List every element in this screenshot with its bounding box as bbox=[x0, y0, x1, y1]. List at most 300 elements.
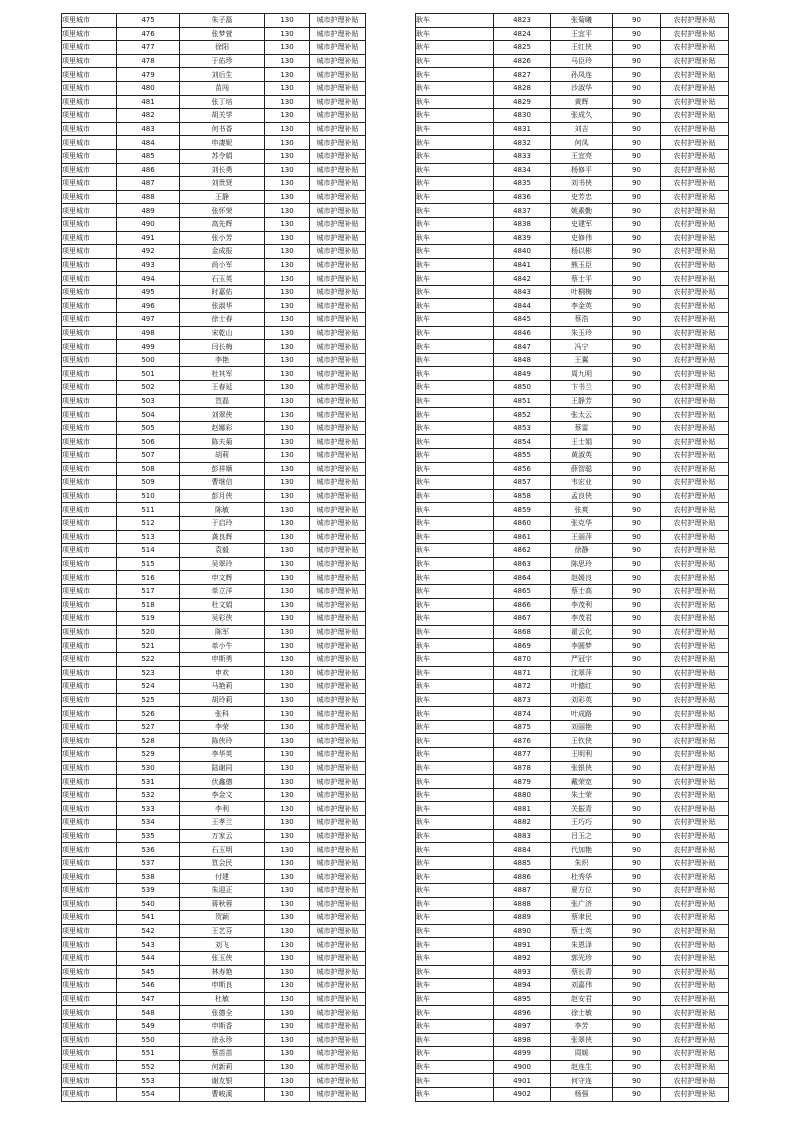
name-cell: 王明利 bbox=[551, 748, 613, 762]
serial-number-cell: 4854 bbox=[494, 435, 551, 449]
subsidy-type-cell: 农村护理补贴 bbox=[661, 313, 729, 327]
district-cell: 项里城市 bbox=[62, 95, 117, 109]
subsidy-type-cell: 农村护理补贴 bbox=[661, 381, 729, 395]
subsidy-type-cell: 城市护理补贴 bbox=[310, 394, 366, 408]
serial-number-cell: 524 bbox=[117, 680, 180, 694]
table-row bbox=[62, 843, 366, 857]
serial-number-cell: 4837 bbox=[494, 204, 551, 218]
table-row bbox=[416, 598, 729, 612]
table-row bbox=[62, 421, 366, 435]
subsidy-type-cell: 城市护理补贴 bbox=[310, 965, 366, 979]
district-cell: 项里城市 bbox=[62, 245, 117, 259]
district-cell: 项里城市 bbox=[62, 1019, 117, 1033]
table-row bbox=[62, 367, 366, 381]
left-table-body bbox=[62, 14, 366, 1102]
amount-cell: 90 bbox=[613, 503, 661, 517]
name-cell: 陈敏 bbox=[180, 503, 265, 517]
table-row bbox=[416, 924, 729, 938]
amount-cell: 130 bbox=[265, 571, 310, 585]
table-row bbox=[416, 856, 729, 870]
name-cell: 刘嘉伟 bbox=[551, 979, 613, 993]
serial-number-cell: 477 bbox=[117, 41, 180, 55]
serial-number-cell: 515 bbox=[117, 557, 180, 571]
name-cell: 笪会民 bbox=[180, 856, 265, 870]
serial-number-cell: 528 bbox=[117, 734, 180, 748]
subsidy-type-cell: 城市护理补贴 bbox=[310, 870, 366, 884]
table-row bbox=[62, 870, 366, 884]
district-cell: 耿车 bbox=[416, 652, 494, 666]
table-row bbox=[416, 816, 729, 830]
name-cell: 谢友银 bbox=[180, 1074, 265, 1088]
serial-number-cell: 4848 bbox=[494, 353, 551, 367]
district-cell: 耿车 bbox=[416, 788, 494, 802]
subsidy-type-cell: 城市护理补贴 bbox=[310, 163, 366, 177]
subsidy-type-cell: 城市护理补贴 bbox=[310, 571, 366, 585]
subsidy-type-cell: 农村护理补贴 bbox=[661, 421, 729, 435]
serial-number-cell: 4863 bbox=[494, 557, 551, 571]
serial-number-cell: 4881 bbox=[494, 802, 551, 816]
amount-cell: 90 bbox=[613, 951, 661, 965]
subsidy-type-cell: 城市护理补贴 bbox=[310, 14, 366, 28]
serial-number-cell: 527 bbox=[117, 720, 180, 734]
name-cell: 郭光珍 bbox=[551, 951, 613, 965]
serial-number-cell: 4867 bbox=[494, 612, 551, 626]
amount-cell: 90 bbox=[613, 68, 661, 82]
district-cell: 项里城市 bbox=[62, 258, 117, 272]
table-row bbox=[416, 1019, 729, 1033]
amount-cell: 90 bbox=[613, 816, 661, 830]
subsidy-type-cell: 农村护理补贴 bbox=[661, 489, 729, 503]
amount-cell: 90 bbox=[613, 245, 661, 259]
serial-number-cell: 478 bbox=[117, 54, 180, 68]
name-cell: 付建 bbox=[180, 870, 265, 884]
district-cell: 耿车 bbox=[416, 367, 494, 381]
subsidy-type-cell: 农村护理补贴 bbox=[661, 1019, 729, 1033]
amount-cell: 90 bbox=[613, 788, 661, 802]
district-cell: 项里城市 bbox=[62, 652, 117, 666]
serial-number-cell: 491 bbox=[117, 231, 180, 245]
subsidy-type-cell: 城市护理补贴 bbox=[310, 367, 366, 381]
subsidy-type-cell: 城市护理补贴 bbox=[310, 326, 366, 340]
name-cell: 张克华 bbox=[551, 516, 613, 530]
district-cell: 项里城市 bbox=[62, 81, 117, 95]
name-cell: 蔡雷 bbox=[551, 421, 613, 435]
serial-number-cell: 547 bbox=[117, 992, 180, 1006]
district-cell: 耿车 bbox=[416, 761, 494, 775]
name-cell: 李金文 bbox=[180, 788, 265, 802]
table-row bbox=[62, 639, 366, 653]
subsidy-type-cell: 城市护理补贴 bbox=[310, 381, 366, 395]
table-row bbox=[62, 625, 366, 639]
district-cell: 项里城市 bbox=[62, 680, 117, 694]
name-cell: 申斯良 bbox=[180, 979, 265, 993]
subsidy-type-cell: 农村护理补贴 bbox=[661, 911, 729, 925]
serial-number-cell: 4902 bbox=[494, 1087, 551, 1101]
name-cell: 高先辉 bbox=[180, 217, 265, 231]
table-row bbox=[416, 965, 729, 979]
district-cell: 耿车 bbox=[416, 1060, 494, 1074]
district-cell: 项里城市 bbox=[62, 938, 117, 952]
district-cell: 耿车 bbox=[416, 14, 494, 28]
district-cell: 耿车 bbox=[416, 1033, 494, 1047]
amount-cell: 90 bbox=[613, 231, 661, 245]
table-row bbox=[416, 530, 729, 544]
amount-cell: 90 bbox=[613, 81, 661, 95]
district-cell: 项里城市 bbox=[62, 1033, 117, 1047]
table-row bbox=[62, 979, 366, 993]
table-row bbox=[416, 340, 729, 354]
subsidy-type-cell: 城市护理补贴 bbox=[310, 54, 366, 68]
amount-cell: 90 bbox=[613, 14, 661, 28]
district-cell: 耿车 bbox=[416, 245, 494, 259]
district-cell: 项里城市 bbox=[62, 1047, 117, 1061]
table-row bbox=[62, 788, 366, 802]
amount-cell: 130 bbox=[265, 911, 310, 925]
amount-cell: 90 bbox=[613, 367, 661, 381]
table-row bbox=[416, 911, 729, 925]
district-cell: 项里城市 bbox=[62, 870, 117, 884]
district-cell: 耿车 bbox=[416, 965, 494, 979]
subsidy-type-cell: 农村护理补贴 bbox=[661, 625, 729, 639]
table-row bbox=[62, 584, 366, 598]
district-cell: 耿车 bbox=[416, 829, 494, 843]
table-row bbox=[416, 245, 729, 259]
table-row bbox=[416, 149, 729, 163]
subsidy-type-cell: 城市护理补贴 bbox=[310, 598, 366, 612]
district-cell: 项里城市 bbox=[62, 1074, 117, 1088]
subsidy-type-cell: 农村护理补贴 bbox=[661, 462, 729, 476]
district-cell: 耿车 bbox=[416, 951, 494, 965]
subsidy-type-cell: 农村护理补贴 bbox=[661, 639, 729, 653]
subsidy-type-cell: 城市护理补贴 bbox=[310, 720, 366, 734]
serial-number-cell: 4897 bbox=[494, 1019, 551, 1033]
serial-number-cell: 485 bbox=[117, 149, 180, 163]
subsidy-type-cell: 农村护理补贴 bbox=[661, 68, 729, 82]
serial-number-cell: 4878 bbox=[494, 761, 551, 775]
serial-number-cell: 4894 bbox=[494, 979, 551, 993]
amount-cell: 130 bbox=[265, 326, 310, 340]
district-cell: 耿车 bbox=[416, 802, 494, 816]
amount-cell: 130 bbox=[265, 938, 310, 952]
district-cell: 耿车 bbox=[416, 1019, 494, 1033]
table-row bbox=[62, 1087, 366, 1101]
district-cell: 耿车 bbox=[416, 911, 494, 925]
subsidy-type-cell: 城市护理补贴 bbox=[310, 41, 366, 55]
district-cell: 耿车 bbox=[416, 272, 494, 286]
district-cell: 耿车 bbox=[416, 27, 494, 41]
amount-cell: 130 bbox=[265, 299, 310, 313]
district-cell: 项里城市 bbox=[62, 285, 117, 299]
district-cell: 耿车 bbox=[416, 612, 494, 626]
table-row bbox=[62, 761, 366, 775]
table-row bbox=[62, 965, 366, 979]
name-cell: 黄辉 bbox=[551, 95, 613, 109]
table-row bbox=[62, 149, 366, 163]
amount-cell: 130 bbox=[265, 68, 310, 82]
district-cell: 项里城市 bbox=[62, 816, 117, 830]
table-row bbox=[416, 54, 729, 68]
district-cell: 项里城市 bbox=[62, 163, 117, 177]
table-row bbox=[416, 1074, 729, 1088]
serial-number-cell: 4885 bbox=[494, 856, 551, 870]
serial-number-cell: 4859 bbox=[494, 503, 551, 517]
amount-cell: 130 bbox=[265, 1006, 310, 1020]
name-cell: 赵连生 bbox=[551, 1060, 613, 1074]
table-row bbox=[416, 748, 729, 762]
name-cell: 何书香 bbox=[180, 122, 265, 136]
amount-cell: 130 bbox=[265, 394, 310, 408]
amount-cell: 90 bbox=[613, 666, 661, 680]
district-cell: 耿车 bbox=[416, 584, 494, 598]
amount-cell: 130 bbox=[265, 666, 310, 680]
district-cell: 耿车 bbox=[416, 476, 494, 490]
name-cell: 蔡长青 bbox=[551, 965, 613, 979]
name-cell: 刘彩英 bbox=[551, 693, 613, 707]
amount-cell: 130 bbox=[265, 190, 310, 204]
amount-cell: 130 bbox=[265, 720, 310, 734]
table-row bbox=[62, 1019, 366, 1033]
name-cell: 时嘉佑 bbox=[180, 285, 265, 299]
name-cell: 蔡浩 bbox=[551, 313, 613, 327]
district-cell: 项里城市 bbox=[62, 924, 117, 938]
amount-cell: 130 bbox=[265, 136, 310, 150]
table-row bbox=[416, 788, 729, 802]
table-row bbox=[416, 1060, 729, 1074]
serial-number-cell: 4853 bbox=[494, 421, 551, 435]
amount-cell: 90 bbox=[613, 177, 661, 191]
name-cell: 马艳莉 bbox=[180, 680, 265, 694]
subsidy-type-cell: 农村护理补贴 bbox=[661, 748, 729, 762]
district-cell: 项里城市 bbox=[62, 530, 117, 544]
serial-number-cell: 4860 bbox=[494, 516, 551, 530]
district-cell: 耿车 bbox=[416, 54, 494, 68]
name-cell: 曹峻溪 bbox=[180, 1087, 265, 1101]
table-row bbox=[62, 190, 366, 204]
serial-number-cell: 479 bbox=[117, 68, 180, 82]
table-row bbox=[416, 680, 729, 694]
amount-cell: 130 bbox=[265, 1033, 310, 1047]
serial-number-cell: 4850 bbox=[494, 381, 551, 395]
district-cell: 项里城市 bbox=[62, 136, 117, 150]
table-row bbox=[62, 435, 366, 449]
serial-number-cell: 4901 bbox=[494, 1074, 551, 1088]
amount-cell: 130 bbox=[265, 707, 310, 721]
name-cell: 孙凤连 bbox=[551, 68, 613, 82]
name-cell: 伏鑫德 bbox=[180, 775, 265, 789]
name-cell: 吴翠玲 bbox=[180, 557, 265, 571]
district-cell: 项里城市 bbox=[62, 381, 117, 395]
table-row bbox=[416, 829, 729, 843]
subsidy-type-cell: 农村护理补贴 bbox=[661, 720, 729, 734]
serial-number-cell: 4823 bbox=[494, 14, 551, 28]
amount-cell: 90 bbox=[613, 1033, 661, 1047]
serial-number-cell: 534 bbox=[117, 816, 180, 830]
name-cell: 沙淑华 bbox=[551, 81, 613, 95]
serial-number-cell: 4824 bbox=[494, 27, 551, 41]
subsidy-type-cell: 农村护理补贴 bbox=[661, 1047, 729, 1061]
subsidy-type-cell: 农村护理补贴 bbox=[661, 204, 729, 218]
serial-number-cell: 538 bbox=[117, 870, 180, 884]
amount-cell: 90 bbox=[613, 285, 661, 299]
subsidy-type-cell: 城市护理补贴 bbox=[310, 408, 366, 422]
table-row bbox=[416, 81, 729, 95]
serial-number-cell: 548 bbox=[117, 1006, 180, 1020]
table-row bbox=[416, 775, 729, 789]
name-cell: 苏令娟 bbox=[180, 149, 265, 163]
table-row bbox=[416, 1033, 729, 1047]
subsidy-type-cell: 城市护理补贴 bbox=[310, 761, 366, 775]
district-cell: 项里城市 bbox=[62, 707, 117, 721]
amount-cell: 90 bbox=[613, 992, 661, 1006]
district-cell: 耿车 bbox=[416, 217, 494, 231]
table-row bbox=[62, 462, 366, 476]
amount-cell: 90 bbox=[613, 353, 661, 367]
serial-number-cell: 536 bbox=[117, 843, 180, 857]
subsidy-type-cell: 城市护理补贴 bbox=[310, 435, 366, 449]
amount-cell: 90 bbox=[613, 829, 661, 843]
amount-cell: 130 bbox=[265, 462, 310, 476]
table-row bbox=[416, 41, 729, 55]
serial-number-cell: 4887 bbox=[494, 884, 551, 898]
amount-cell: 90 bbox=[613, 639, 661, 653]
amount-cell: 90 bbox=[613, 530, 661, 544]
serial-number-cell: 486 bbox=[117, 163, 180, 177]
name-cell: 叶成路 bbox=[551, 707, 613, 721]
amount-cell: 130 bbox=[265, 421, 310, 435]
amount-cell: 90 bbox=[613, 421, 661, 435]
serial-number-cell: 4884 bbox=[494, 843, 551, 857]
table-row bbox=[62, 353, 366, 367]
amount-cell: 130 bbox=[265, 81, 310, 95]
subsidy-type-cell: 农村护理补贴 bbox=[661, 190, 729, 204]
district-cell: 项里城市 bbox=[62, 843, 117, 857]
table-row bbox=[416, 979, 729, 993]
table-row bbox=[416, 435, 729, 449]
district-cell: 耿车 bbox=[416, 299, 494, 313]
table-row bbox=[62, 54, 366, 68]
table-row bbox=[416, 421, 729, 435]
serial-number-cell: 4869 bbox=[494, 639, 551, 653]
serial-number-cell: 4872 bbox=[494, 680, 551, 694]
serial-number-cell: 480 bbox=[117, 81, 180, 95]
amount-cell: 130 bbox=[265, 680, 310, 694]
amount-cell: 90 bbox=[613, 449, 661, 463]
name-cell: 胡莉 bbox=[180, 449, 265, 463]
table-row bbox=[62, 27, 366, 41]
serial-number-cell: 543 bbox=[117, 938, 180, 952]
name-cell: 陈思玲 bbox=[551, 557, 613, 571]
subsidy-type-cell: 农村护理补贴 bbox=[661, 965, 729, 979]
serial-number-cell: 482 bbox=[117, 109, 180, 123]
name-cell: 彭月侠 bbox=[180, 489, 265, 503]
subsidy-type-cell: 农村护理补贴 bbox=[661, 516, 729, 530]
amount-cell: 90 bbox=[613, 326, 661, 340]
subsidy-type-cell: 农村护理补贴 bbox=[661, 1006, 729, 1020]
table-row bbox=[416, 951, 729, 965]
amount-cell: 130 bbox=[265, 449, 310, 463]
serial-number-cell: 4833 bbox=[494, 149, 551, 163]
subsidy-type-cell: 城市护理补贴 bbox=[310, 680, 366, 694]
amount-cell: 130 bbox=[265, 652, 310, 666]
table-row bbox=[416, 204, 729, 218]
subsidy-type-cell: 农村护理补贴 bbox=[661, 992, 729, 1006]
name-cell: 何新莉 bbox=[180, 1060, 265, 1074]
name-cell: 何凤 bbox=[551, 136, 613, 150]
district-cell: 耿车 bbox=[416, 693, 494, 707]
table-row bbox=[416, 693, 729, 707]
district-cell: 项里城市 bbox=[62, 204, 117, 218]
serial-number-cell: 533 bbox=[117, 802, 180, 816]
name-cell: 何守连 bbox=[551, 1074, 613, 1088]
serial-number-cell: 4858 bbox=[494, 489, 551, 503]
amount-cell: 130 bbox=[265, 748, 310, 762]
name-cell: 尚小军 bbox=[180, 258, 265, 272]
name-cell: 张银侠 bbox=[551, 761, 613, 775]
serial-number-cell: 512 bbox=[117, 516, 180, 530]
serial-number-cell: 484 bbox=[117, 136, 180, 150]
subsidy-type-cell: 农村护理补贴 bbox=[661, 530, 729, 544]
name-cell: 张淑华 bbox=[180, 299, 265, 313]
district-cell: 耿车 bbox=[416, 748, 494, 762]
subsidy-type-cell: 农村护理补贴 bbox=[661, 285, 729, 299]
name-cell: 冯宁 bbox=[551, 340, 613, 354]
name-cell: 刘飞 bbox=[180, 938, 265, 952]
amount-cell: 90 bbox=[613, 965, 661, 979]
name-cell: 叶德红 bbox=[551, 680, 613, 694]
subsidy-type-cell: 农村护理补贴 bbox=[661, 775, 729, 789]
serial-number-cell: 516 bbox=[117, 571, 180, 585]
district-cell: 耿车 bbox=[416, 381, 494, 395]
name-cell: 陈夫菊 bbox=[180, 435, 265, 449]
name-cell: 李华英 bbox=[180, 748, 265, 762]
serial-number-cell: 476 bbox=[117, 27, 180, 41]
name-cell: 刘书侠 bbox=[551, 177, 613, 191]
subsidy-type-cell: 农村护理补贴 bbox=[661, 843, 729, 857]
district-cell: 耿车 bbox=[416, 68, 494, 82]
subsidy-type-cell: 农村护理补贴 bbox=[661, 503, 729, 517]
amount-cell: 130 bbox=[265, 843, 310, 857]
name-cell: 苗闯 bbox=[180, 81, 265, 95]
subsidy-type-cell: 农村护理补贴 bbox=[661, 435, 729, 449]
name-cell: 杜敏 bbox=[180, 992, 265, 1006]
amount-cell: 130 bbox=[265, 856, 310, 870]
subsidy-type-cell: 城市护理补贴 bbox=[310, 584, 366, 598]
serial-number-cell: 4893 bbox=[494, 965, 551, 979]
serial-number-cell: 498 bbox=[117, 326, 180, 340]
table-row bbox=[62, 666, 366, 680]
amount-cell: 90 bbox=[613, 136, 661, 150]
name-cell: 刘长勇 bbox=[180, 163, 265, 177]
amount-cell: 90 bbox=[613, 204, 661, 218]
name-cell: 胡玲莉 bbox=[180, 693, 265, 707]
amount-cell: 130 bbox=[265, 1087, 310, 1101]
subsidy-type-cell: 农村护理补贴 bbox=[661, 163, 729, 177]
name-cell: 徐士敏 bbox=[551, 1006, 613, 1020]
table-row bbox=[62, 95, 366, 109]
serial-number-cell: 520 bbox=[117, 625, 180, 639]
name-cell: 李艳 bbox=[180, 353, 265, 367]
table-row bbox=[416, 272, 729, 286]
name-cell: 翟云化 bbox=[551, 625, 613, 639]
subsidy-type-cell: 城市护理补贴 bbox=[310, 802, 366, 816]
serial-number-cell: 513 bbox=[117, 530, 180, 544]
serial-number-cell: 4871 bbox=[494, 666, 551, 680]
subsidy-type-cell: 农村护理补贴 bbox=[661, 272, 729, 286]
amount-cell: 130 bbox=[265, 476, 310, 490]
table-row bbox=[62, 816, 366, 830]
amount-cell: 90 bbox=[613, 109, 661, 123]
subsidy-type-cell: 农村护理补贴 bbox=[661, 951, 729, 965]
